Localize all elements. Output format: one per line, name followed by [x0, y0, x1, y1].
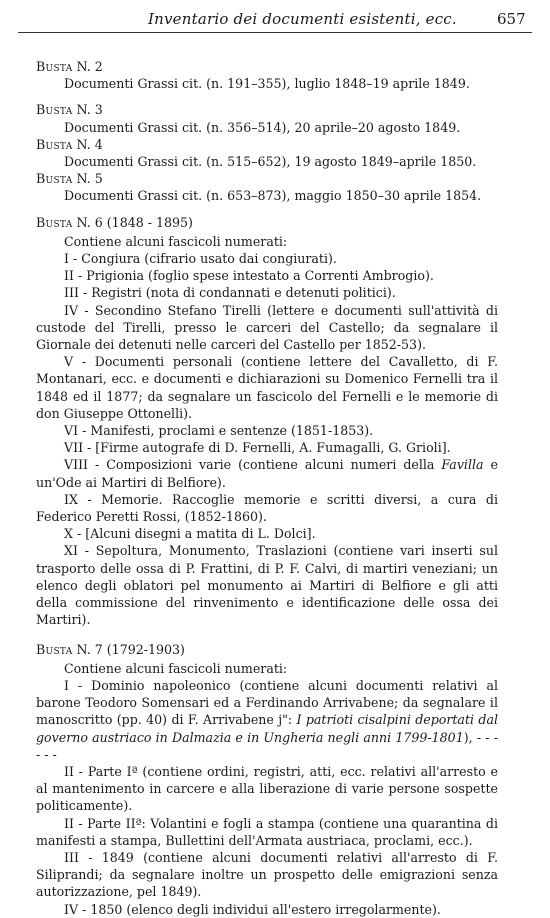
- fascicolo-item: I - Dominio napoleonico (contiene alcuni documenti relativi al barone Teodoro Somensari ed a Ferdinando Arrivabene; da segnalare il manoscritto (pp. 40) di F. Arrivabene j": I patrioti cisalpini deportati dal governo austriaco in Dalmazia e in Ungheria negli anni 1799-1801), - - - - - -: [36, 677, 498, 762]
- fascicolo-item: III - Registri (nota di condannati e detenuti politici).: [64, 285, 396, 301]
- fascicolo-item: VIII - Composizioni varie (contiene alcuni numeri della Favilla e un'Ode ai Martiri di Belfiore).: [36, 457, 498, 490]
- fascicolo-item: IV - Secondino Stefano Tirelli (lettere e documenti sull'attività di custode del Tirelli, presso le carceri del Castello; da segnalare il Giornale dei detenuti nelle carceri del Castello per 1852-53).: [36, 302, 498, 353]
- busta-heading: Busta N. 4: [36, 136, 103, 152]
- fascicolo-item: IX - Memorie. Raccoglie memorie e scritti diversi, a cura di Federico Peretti Rossi, (1852-1860).: [36, 491, 498, 525]
- fascicolo-item: XI - Sepoltura, Monumento, Traslazioni (contiene vari inserti sul trasporto delle ossa di P. Frattini, di P. F. Calvi, di martiri veneziani; un elenco degli oblatori pel monumento ai Martiri di Belfiore e gli atti della commissione del rinvenimento e identificazione delle ossa dei Martiri).: [36, 543, 498, 628]
- fascicolo-item: II - Prigionia (foglio spese intestato a Correnti Ambrogio).: [64, 268, 434, 284]
- fascicolo-item: VI - Manifesti, proclami e sentenze (1851-1853).: [64, 423, 374, 439]
- busta-heading: Busta N. 3: [36, 102, 103, 118]
- fascicolo-item: II - Parte IIª: Volantini e fogli a stampa (contiene una quarantina di manifesti a stampa, Bullettini dell'Armata austriaca, proclami, ecc.).: [36, 815, 498, 848]
- fascicolo-item: IV - 1850 (elenco degli individui all'estero irregolarmente).: [64, 901, 441, 917]
- page-content: [36, 58, 498, 918]
- busta-description: Documenti Grassi cit. (n. 653–873), maggio 1850–30 aprile 1854.: [64, 188, 482, 204]
- busta-heading: Busta N. 6 (1848 - 1895): [36, 214, 193, 230]
- busta-description: Documenti Grassi cit. (n. 191–355), luglio 1848–19 aprile 1849.: [64, 76, 470, 92]
- busta-heading: Busta N. 7 (1792-1903): [36, 641, 185, 657]
- busta-description: Documenti Grassi cit. (n. 515–652), 19 agosto 1849–aprile 1850.: [64, 154, 477, 170]
- fascicolo-item: II - Parte Iª (contiene ordini, registri, atti, ecc. relativi all'arresto e al mantenimento in carcere e alla liberazione di varie persone sospette politicamente).: [36, 763, 498, 814]
- busta-heading: Busta N. 2: [36, 59, 103, 74]
- fascicolo-item: X - [Alcuni disegni a matita di L. Dolci].: [64, 526, 316, 542]
- busta-heading: Busta N. 5: [36, 171, 103, 187]
- header-rule: [18, 32, 532, 33]
- busta-description: Documenti Grassi cit. (n. 356–514), 20 aprile–20 agosto 1849.: [64, 119, 461, 135]
- fascicolo-item: VII - [Firme autografe di D. Fernelli, A. Fumagalli, G. Grioli].: [64, 440, 451, 456]
- page-header: [0, 0, 550, 36]
- fascicoli-intro: Contiene alcuni fascicoli numerati:: [64, 233, 288, 249]
- fascicolo-item: I - Congiura (cifrario usato dai congiurati).: [64, 251, 337, 267]
- fascicolo-item: III - 1849 (contiene alcuni documenti relativi all'arresto di F. Siliprandi; da segnalare inoltre un prospetto delle emigrazioni senza autorizzazione, pel 1849).: [36, 849, 498, 900]
- fascicoli-intro: Contiene alcuni fascicoli numerati:: [64, 660, 288, 676]
- page-number: 657: [497, 10, 526, 28]
- running-title: Inventario dei documenti esistenti, ecc.: [148, 10, 457, 28]
- fascicolo-item: V - Documenti personali (contiene lettere del Cavalletto, di F. Montanari, ecc. e documenti e dichiarazioni su Domenico Fernelli tra il 1848 ed il 1877; da segnalare un fascicolo del Fernelli e le memorie di don Giuseppe Ottonelli).: [36, 354, 498, 421]
